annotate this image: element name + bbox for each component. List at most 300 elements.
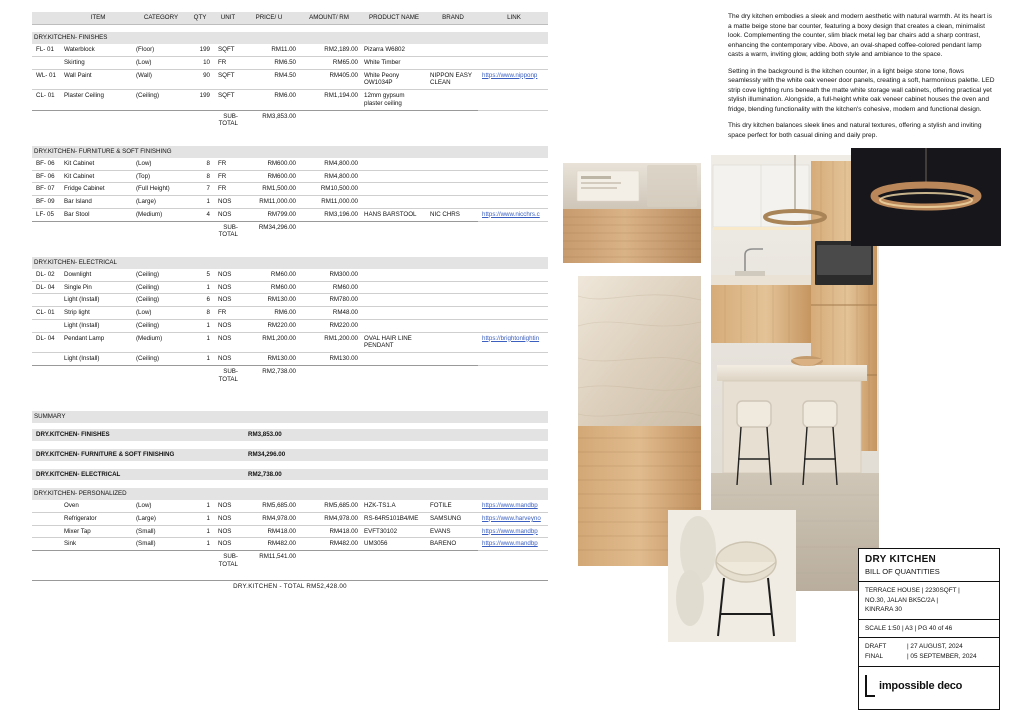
subtotal-row: [32, 110, 548, 130]
table-row: [32, 538, 548, 551]
row-price: RM6.50: [274, 58, 296, 66]
row-code: FL- 01: [36, 46, 54, 53]
row-category: (Ceiling): [136, 355, 160, 362]
final-date: | 05 SEPTEMBER, 2024: [907, 653, 977, 661]
row-product: 12mm gypsum plaster ceiling: [364, 92, 405, 107]
table-row: [32, 69, 548, 90]
row-price: RM4.50: [274, 71, 296, 79]
row-unit: NOS: [218, 283, 232, 291]
row-unit: SQFT: [218, 71, 235, 79]
row-code: LF- 05: [36, 210, 54, 218]
table-row: [32, 525, 548, 538]
section-header-row: [32, 411, 548, 423]
row-item: Wall Paint: [64, 71, 92, 79]
row-qty: 8: [206, 172, 210, 180]
row-qty: 90: [203, 71, 210, 79]
row-price: RM600.00: [267, 159, 296, 167]
row-code: BF- 07: [36, 185, 55, 193]
row-item: Plaster Ceiling: [64, 92, 104, 99]
row-category: (Wall): [136, 71, 152, 79]
row-code: [32, 538, 62, 551]
column-header: LINK: [478, 12, 548, 24]
row-unit: NOS: [218, 296, 232, 304]
row-item: Fridge Cabinet: [64, 185, 105, 193]
row-category: (Low): [136, 159, 152, 167]
subtotal-pad: [32, 551, 212, 571]
section-title: DRY.KITCHEN- FINISHES: [32, 32, 548, 44]
row-item: Strip light: [64, 309, 90, 316]
subtotal-rest: [298, 551, 478, 571]
bill-of-quantities: [32, 12, 541, 593]
row-price: RM130.00: [267, 296, 296, 304]
row-amount: RM65.00: [332, 58, 358, 66]
pendant-lamp-image: [851, 148, 1001, 246]
row-qty: 1: [206, 198, 210, 205]
subtotal-row: [32, 551, 548, 571]
table-row: [32, 332, 548, 353]
row-unit: NOS: [218, 502, 232, 509]
row-unit: FR: [218, 159, 227, 167]
row-code: [32, 500, 62, 512]
bar-stool-image: [668, 510, 796, 642]
row-product: OVAL HAIR LINE PENDANT: [364, 334, 412, 350]
description-paragraph: Setting in the background is the kitchen counter, in a light beige stone tone, flows seamlessly with the white oak veneer door panels, creating a soft, harmonious palette. LED strip cove lighting runs beneath the matte white storage wall cabinets, offering practical yet stylish illumination. Alongside, a full-height white oak veneer cabinet houses the oven and fridge, blending functionality with the kitchen's cohesive, modern and functional design.: [728, 67, 995, 113]
row-brand: [426, 158, 478, 170]
row-brand: EVANS: [430, 527, 451, 535]
table-spacer: [32, 241, 548, 257]
subtotal-label: SUB-TOTAL: [212, 551, 240, 571]
row-code: WL- 01: [36, 71, 56, 79]
description-paragraph: This dry kitchen balances sleek lines and natural textures, offering a stylish and inviting space perfect for both casual dining and daily prep.: [728, 122, 982, 140]
row-brand: [426, 170, 478, 183]
row-brand: BARENO: [430, 540, 457, 548]
row-unit: NOS: [218, 270, 232, 278]
summary-value: RM34,296.00: [240, 449, 548, 461]
table-spacer: [32, 130, 548, 146]
row-item: Sink: [64, 540, 77, 548]
row-code: DL- 04: [36, 283, 55, 291]
table-row: [32, 319, 548, 332]
summary-row: [32, 469, 548, 481]
row-amount: RM5,685.00: [324, 502, 358, 509]
row-code: BF- 06: [36, 172, 55, 180]
row-unit: NOS: [218, 334, 232, 342]
row-amount: RM60.00: [332, 283, 358, 291]
row-link: [478, 281, 548, 294]
drawing-title: DRY KITCHEN: [865, 554, 937, 565]
row-link[interactable]: [478, 512, 548, 525]
row-amount: RM3,196.00: [324, 210, 358, 218]
column-header: QTY: [188, 12, 212, 24]
subtotal-label: SUB-TOTAL: [212, 110, 240, 130]
subtotal-pad: [32, 221, 212, 241]
drawing-subtitle: BILL OF QUANTITIES: [865, 567, 940, 576]
row-item: Light (Install): [64, 355, 100, 362]
table-row: [32, 281, 548, 294]
row-item: Light (Install): [64, 296, 100, 304]
product-link[interactable]: https://www.nicchrs.c: [482, 210, 540, 218]
subtotal-rest: [298, 110, 478, 130]
row-price: RM60.00: [270, 283, 296, 291]
subtotal-value: RM2,738.00: [240, 365, 298, 385]
row-qty: 7: [206, 185, 210, 193]
row-unit: NOS: [218, 527, 232, 535]
table-row: [32, 44, 548, 56]
summary-label: DRY.KITCHEN- FINISHES: [32, 429, 240, 441]
row-brand: NIPPON EASY CLEAN: [430, 71, 472, 87]
row-amount: RM405.00: [329, 71, 358, 79]
row-category: (Ceiling): [136, 270, 160, 278]
row-unit: SQFT: [218, 92, 235, 99]
row-code: [32, 353, 62, 366]
column-header: UNIT: [212, 12, 240, 24]
row-price: RM4,978.00: [262, 514, 296, 522]
row-category: (Ceiling): [136, 92, 160, 99]
table-header-row: [32, 12, 548, 24]
row-category: (Ceiling): [136, 296, 160, 304]
row-qty: 4: [206, 210, 210, 218]
table-row: [32, 183, 548, 196]
row-amount: RM1,194.00: [324, 92, 358, 99]
row-category: (Small): [136, 540, 156, 548]
section-title: SUMMARY: [32, 411, 548, 423]
row-product: HANS BARSTOOL: [364, 210, 417, 218]
row-price: RM6.00: [274, 309, 296, 316]
row-category: (Large): [136, 198, 156, 205]
row-category: (Top): [136, 172, 151, 180]
row-code: [32, 319, 62, 332]
product-link[interactable]: https://brightonlightin: [482, 334, 540, 342]
row-price: RM60.00: [270, 270, 296, 278]
row-brand: [426, 269, 478, 281]
final-label: FINAL: [865, 653, 884, 661]
row-link: [478, 269, 548, 281]
column-header: PRICE/ U: [240, 12, 298, 24]
row-product: [360, 158, 426, 170]
project-line-3: KINRARA 30: [865, 606, 902, 614]
row-price: RM600.00: [267, 172, 296, 180]
row-unit: FR: [218, 309, 227, 316]
summary-label: DRY.KITCHEN- FURNITURE & SOFT FINISHING: [32, 449, 240, 461]
summary-row: [32, 429, 548, 441]
project-line-2: NO.30, JALAN BK5C/2A |: [865, 596, 939, 604]
subtotal-label: SUB-TOTAL: [212, 365, 240, 385]
subtotal-pad: [32, 110, 212, 130]
subtotal-value: RM3,853.00: [240, 110, 298, 130]
row-price: RM130.00: [267, 355, 296, 362]
row-brand: [426, 307, 478, 320]
table-spacer: [32, 441, 548, 449]
table-row: [32, 512, 548, 525]
subtotal-row: [32, 365, 548, 385]
column-header: ITEM: [62, 12, 134, 24]
row-brand: NIC CHRS: [430, 210, 460, 218]
row-brand: [426, 281, 478, 294]
row-item: Single Pin: [64, 283, 92, 291]
row-qty: 1: [206, 540, 210, 548]
product-link[interactable]: https://www.mandbp: [482, 502, 538, 509]
row-link: [478, 90, 548, 111]
description-paragraph: The dry kitchen embodies a sleek and modern aesthetic with natural warmth. At its heart is a matte beige stone bar counter, featuring a boxy design that creates a clean, minimalist look. Complementing the counter, slim black metal leg bar chairs add a sharp contrast, enhancing the contemporary vibe. Above, an oval-shaped coffee-colored pendant lamp casts a warm, inviting glow, adding both style and ambiance to the space.: [728, 13, 992, 59]
table-row: [32, 56, 548, 69]
row-amount: RM1,200.00: [324, 334, 358, 342]
row-link[interactable]: [478, 525, 548, 538]
grand-total-text: DRY.KITCHEN - TOTAL RM52,428.00: [32, 581, 548, 593]
title-block: [858, 548, 1000, 710]
section-title: DRY.KITCHEN- FURNITURE & SOFT FINISHING: [32, 146, 548, 158]
section-header-row: [32, 488, 548, 500]
row-link[interactable]: [478, 500, 548, 512]
row-link: [478, 196, 548, 209]
row-link: [478, 56, 548, 69]
row-code: CL- 01: [36, 309, 55, 316]
row-link: [478, 319, 548, 332]
row-qty: 10: [203, 58, 210, 66]
table-row: [32, 307, 548, 320]
row-amount: RM10,500.00: [320, 185, 358, 193]
row-item: Waterblock: [64, 46, 95, 53]
summary-label: DRY.KITCHEN- ELECTRICAL: [32, 469, 240, 481]
row-qty: 199: [199, 92, 210, 99]
row-link: [478, 44, 548, 56]
row-amount: RM4,800.00: [324, 172, 358, 180]
table-row: [32, 269, 548, 281]
draft-row: [865, 642, 993, 652]
table-row: [32, 196, 548, 209]
row-link[interactable]: [478, 69, 548, 90]
section-header-row: [32, 146, 548, 158]
row-item: Mixer Tap: [64, 527, 91, 535]
row-brand: [426, 183, 478, 196]
row-item: Oven: [64, 502, 79, 509]
row-link[interactable]: [478, 332, 548, 353]
row-qty: 1: [206, 514, 210, 522]
row-unit: FR: [218, 172, 227, 180]
draft-date: | 27 AUGUST, 2024: [907, 643, 963, 651]
row-product: [360, 170, 426, 183]
section-title: DRY.KITCHEN- ELECTRICAL: [32, 257, 548, 269]
subtotal-rest: [298, 365, 478, 385]
row-product: [360, 294, 426, 307]
row-price: RM482.00: [267, 540, 296, 548]
row-qty: 5: [206, 270, 210, 278]
photo-counter-detail: [563, 163, 701, 263]
row-code: DL- 02: [36, 270, 55, 278]
row-category: (Medium): [136, 334, 163, 342]
row-amount: RM780.00: [329, 296, 358, 304]
row-category: (Low): [136, 502, 152, 509]
row-item: Bar Island: [64, 198, 92, 205]
row-code: DL- 04: [36, 334, 55, 342]
row-unit: NOS: [218, 514, 232, 522]
column-header: AMOUNT/ RM: [298, 12, 360, 24]
row-price: RM1,200.00: [262, 334, 296, 342]
table-row: [32, 158, 548, 170]
row-item: Skirting: [64, 58, 85, 66]
row-brand: [426, 294, 478, 307]
row-item: Bar Stool: [64, 210, 90, 218]
column-header: PRODUCT NAME: [360, 12, 426, 24]
row-qty: 8: [206, 159, 210, 167]
row-category: (Low): [136, 58, 152, 66]
table-spacer: [32, 24, 548, 32]
table-row: [32, 294, 548, 307]
row-code: [32, 56, 62, 69]
row-link: [478, 294, 548, 307]
row-product: [360, 353, 426, 366]
row-brand: [426, 90, 478, 111]
section-header-row: [32, 32, 548, 44]
row-unit: FR: [218, 58, 227, 66]
subtotal-rest: [298, 221, 478, 241]
row-link: [478, 170, 548, 183]
row-price: RM6.00: [274, 92, 296, 99]
table-row: [32, 353, 548, 366]
row-qty: 1: [206, 527, 210, 535]
row-amount: RM2,189.00: [324, 46, 358, 53]
row-product: [360, 183, 426, 196]
row-qty: 1: [206, 321, 210, 329]
row-product: EVFT30102: [364, 527, 398, 535]
revision-info: [859, 638, 999, 666]
table-row: [32, 170, 548, 183]
product-link[interactable]: https://www.harveyno: [482, 514, 541, 522]
row-unit: NOS: [218, 355, 232, 362]
row-amount: RM220.00: [329, 321, 358, 329]
photo-bar-stool: [668, 510, 796, 642]
row-price: RM799.00: [267, 210, 296, 218]
product-link[interactable]: https://www.nipponp: [482, 71, 538, 79]
row-brand: SAMSUNG: [430, 514, 462, 522]
project-line-1: TERRACE HOUSE | 2230SQFT |: [865, 587, 960, 594]
row-qty: 1: [206, 283, 210, 291]
row-product: RS-64R5101B4/ME: [364, 514, 419, 522]
table-spacer: [32, 461, 548, 469]
row-code: BF- 09: [36, 198, 55, 205]
row-unit: NOS: [218, 321, 232, 329]
column-header: BRAND: [426, 12, 478, 24]
row-unit: NOS: [218, 210, 232, 218]
summary-value: RM3,853.00: [240, 429, 548, 441]
row-amount: RM4,978.00: [324, 514, 358, 522]
row-qty: 1: [206, 355, 210, 362]
grand-total-row: [32, 581, 548, 593]
row-code: [32, 525, 62, 538]
counter-detail-image: [563, 163, 701, 263]
row-amount: RM4,800.00: [324, 159, 358, 167]
subtotal-row: [32, 221, 548, 241]
row-brand: FOTILE: [430, 502, 452, 509]
logo-bracket-icon: [865, 675, 875, 697]
row-unit: FR: [218, 185, 227, 193]
scale-info: [859, 620, 999, 639]
row-brand: [426, 332, 478, 353]
row-unit: NOS: [218, 198, 232, 205]
table-spacer: [32, 480, 548, 488]
row-amount: RM130.00: [329, 355, 358, 362]
row-code: [32, 512, 62, 525]
subtotal-value: RM34,296.00: [240, 221, 298, 241]
row-category: (Floor): [136, 46, 155, 53]
table-spacer: [32, 571, 548, 581]
row-code: [32, 294, 62, 307]
row-amount: RM418.00: [329, 527, 358, 535]
row-item: Refrigerator: [64, 514, 97, 522]
photo-pendant-lamp: [851, 148, 1001, 246]
row-price: RM1,500.00: [262, 185, 296, 193]
row-item: Light (Install): [64, 321, 100, 329]
table-spacer: [32, 385, 548, 411]
row-product: [360, 269, 426, 281]
product-link[interactable]: https://www.mandbp: [482, 540, 538, 548]
row-price: RM418.00: [267, 527, 296, 535]
row-qty: 8: [206, 309, 210, 316]
row-unit: SQFT: [218, 46, 235, 53]
row-product: White Timber: [364, 58, 401, 66]
summary-row: [32, 449, 548, 461]
row-brand: [426, 44, 478, 56]
scale-text: SCALE 1:50 | A3 | PG 40 of 46: [865, 624, 953, 632]
row-item: Kit Cabinet: [64, 172, 95, 180]
row-product: [360, 196, 426, 209]
final-row: [865, 652, 993, 662]
row-link: [478, 307, 548, 320]
row-link: [478, 158, 548, 170]
table-row: [32, 90, 548, 111]
row-amount: RM482.00: [329, 540, 358, 548]
row-category: (Low): [136, 309, 152, 316]
column-header: [32, 12, 62, 24]
row-price: RM220.00: [267, 321, 296, 329]
row-brand: [426, 196, 478, 209]
product-link[interactable]: https://www.mandbp: [482, 527, 538, 535]
summary-value: RM2,738.00: [240, 469, 548, 481]
row-product: White Peony OW1034P: [364, 71, 400, 87]
row-category: (Full Height): [136, 185, 170, 193]
row-product: [360, 319, 426, 332]
section-title: DRY.KITCHEN- PERSONALIZED: [32, 488, 548, 500]
row-price: RM11,000.00: [259, 198, 296, 205]
row-link[interactable]: [478, 208, 548, 221]
row-qty: 1: [206, 502, 210, 509]
table-row: [32, 500, 548, 512]
row-link: [478, 183, 548, 196]
row-item: Kit Cabinet: [64, 159, 95, 167]
subtotal-label: SUB-TOTAL: [212, 221, 240, 241]
row-amount: RM48.00: [332, 309, 358, 316]
company-logo: [859, 667, 999, 703]
row-brand: [426, 353, 478, 366]
project-info: [859, 582, 999, 620]
row-product: [360, 307, 426, 320]
row-link[interactable]: [478, 538, 548, 551]
row-price: RM5,685.00: [262, 502, 296, 509]
description-text: [728, 12, 996, 148]
boq-table: [32, 12, 548, 593]
subtotal-pad: [32, 365, 212, 385]
row-item: Pendant Lamp: [64, 334, 105, 342]
row-code: CL- 01: [36, 92, 55, 99]
row-link: [478, 353, 548, 366]
row-category: (Large): [136, 514, 156, 522]
row-category: (Medium): [136, 210, 163, 218]
row-category: (Small): [136, 527, 156, 535]
row-amount: RM300.00: [329, 270, 358, 278]
row-product: UM3056: [364, 540, 388, 548]
row-qty: 6: [206, 296, 210, 304]
subtotal-value: RM11,541.00: [240, 551, 298, 571]
row-category: (Ceiling): [136, 283, 160, 291]
